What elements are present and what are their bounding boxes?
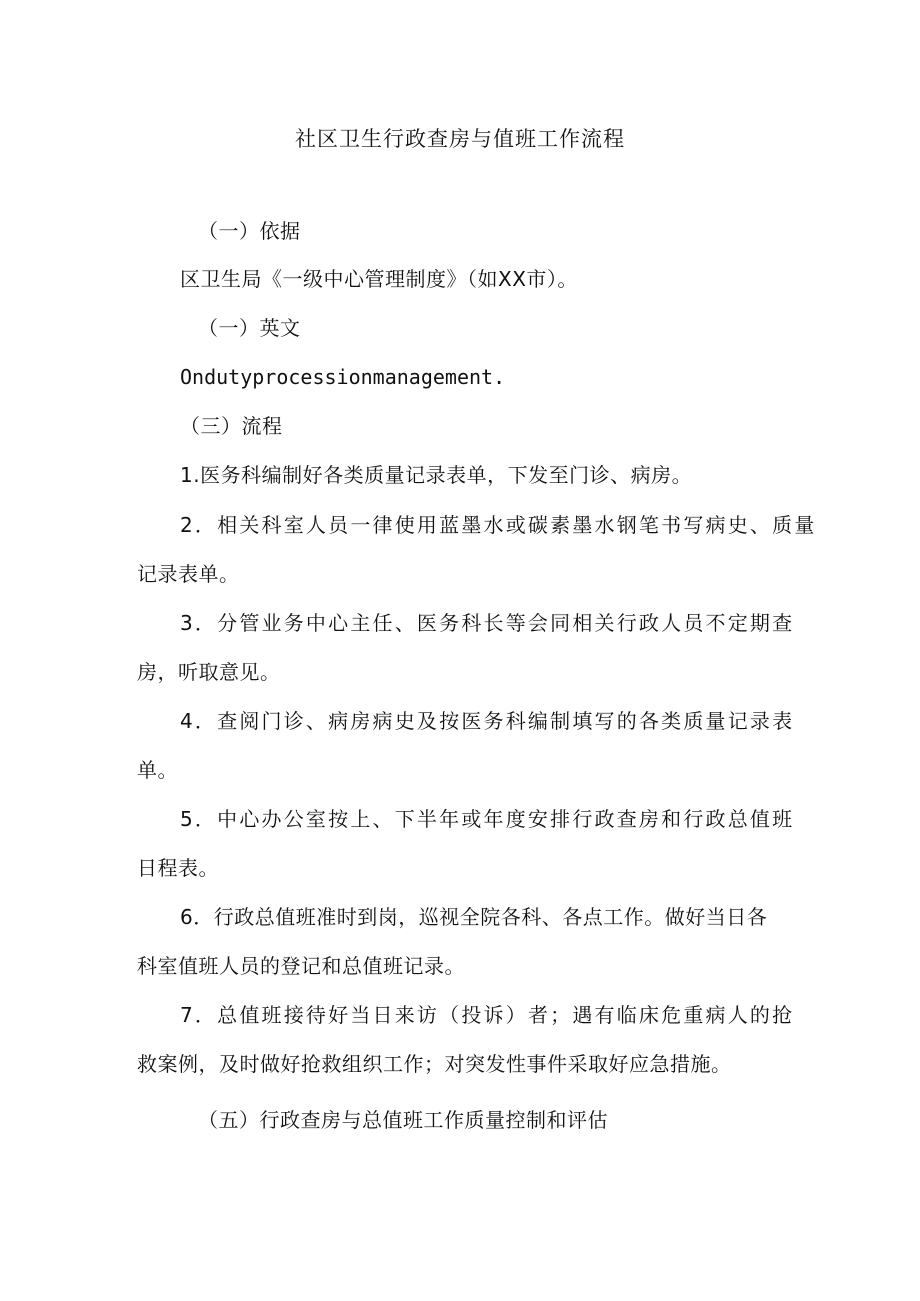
process-item-6-line-1: 6．行政总值班准时到岗，巡视全院各科、各点工作。做好当日各 [180, 905, 768, 929]
process-item-1: 1.医务科编制好各类质量记录表单，下发至门诊、病房。 [180, 463, 693, 487]
process-item-2-line-2: 记录表单。 [137, 562, 240, 586]
process-item-5-line-1: 5．中心办公室按上、下半年或年度安排行政查房和行政总值班 [180, 807, 795, 831]
process-item-2-line-1: 2．相关科室人员一律使用蓝墨水或碳素墨水钢笔书写病史、质量 [180, 513, 817, 537]
process-item-4-line-1: 4．查阅门诊、病房病史及按医务科编制填写的各类质量记录表 [180, 709, 795, 733]
section-heading-basis: （一）依据 [198, 219, 301, 243]
process-item-3-line-2: 房，听取意见。 [137, 660, 281, 684]
section-heading-quality-control: （五）行政查房与总值班工作质量控制和评估 [198, 1108, 608, 1132]
process-item-5-line-2: 日程表。 [137, 856, 219, 880]
paragraph-basis: 区卫生局《一级中心管理制度》（如XX市）。 [180, 267, 578, 291]
process-item-7-line-2: 救案例，及时做好抢救组织工作；对突发性事件采取好应急措施。 [137, 1052, 732, 1076]
process-item-3-line-1: 3．分管业务中心主任、医务科长等会同相关行政人员不定期查 [180, 611, 795, 635]
section-heading-english: （一）英文 [198, 316, 301, 340]
section-heading-process: （三）流程 [180, 414, 283, 438]
paragraph-english: Ondutyprocessionmanagement. [180, 365, 506, 389]
process-item-6-line-2: 科室值班人员的登记和总值班记录。 [137, 954, 465, 978]
page-title: 社区卫生行政查房与值班工作流程 [295, 127, 625, 151]
process-item-7-line-1: 7．总值班接待好当日来访（投诉）者；遇有临床危重病人的抢 [180, 1003, 795, 1027]
process-item-4-line-2: 单。 [137, 758, 178, 782]
